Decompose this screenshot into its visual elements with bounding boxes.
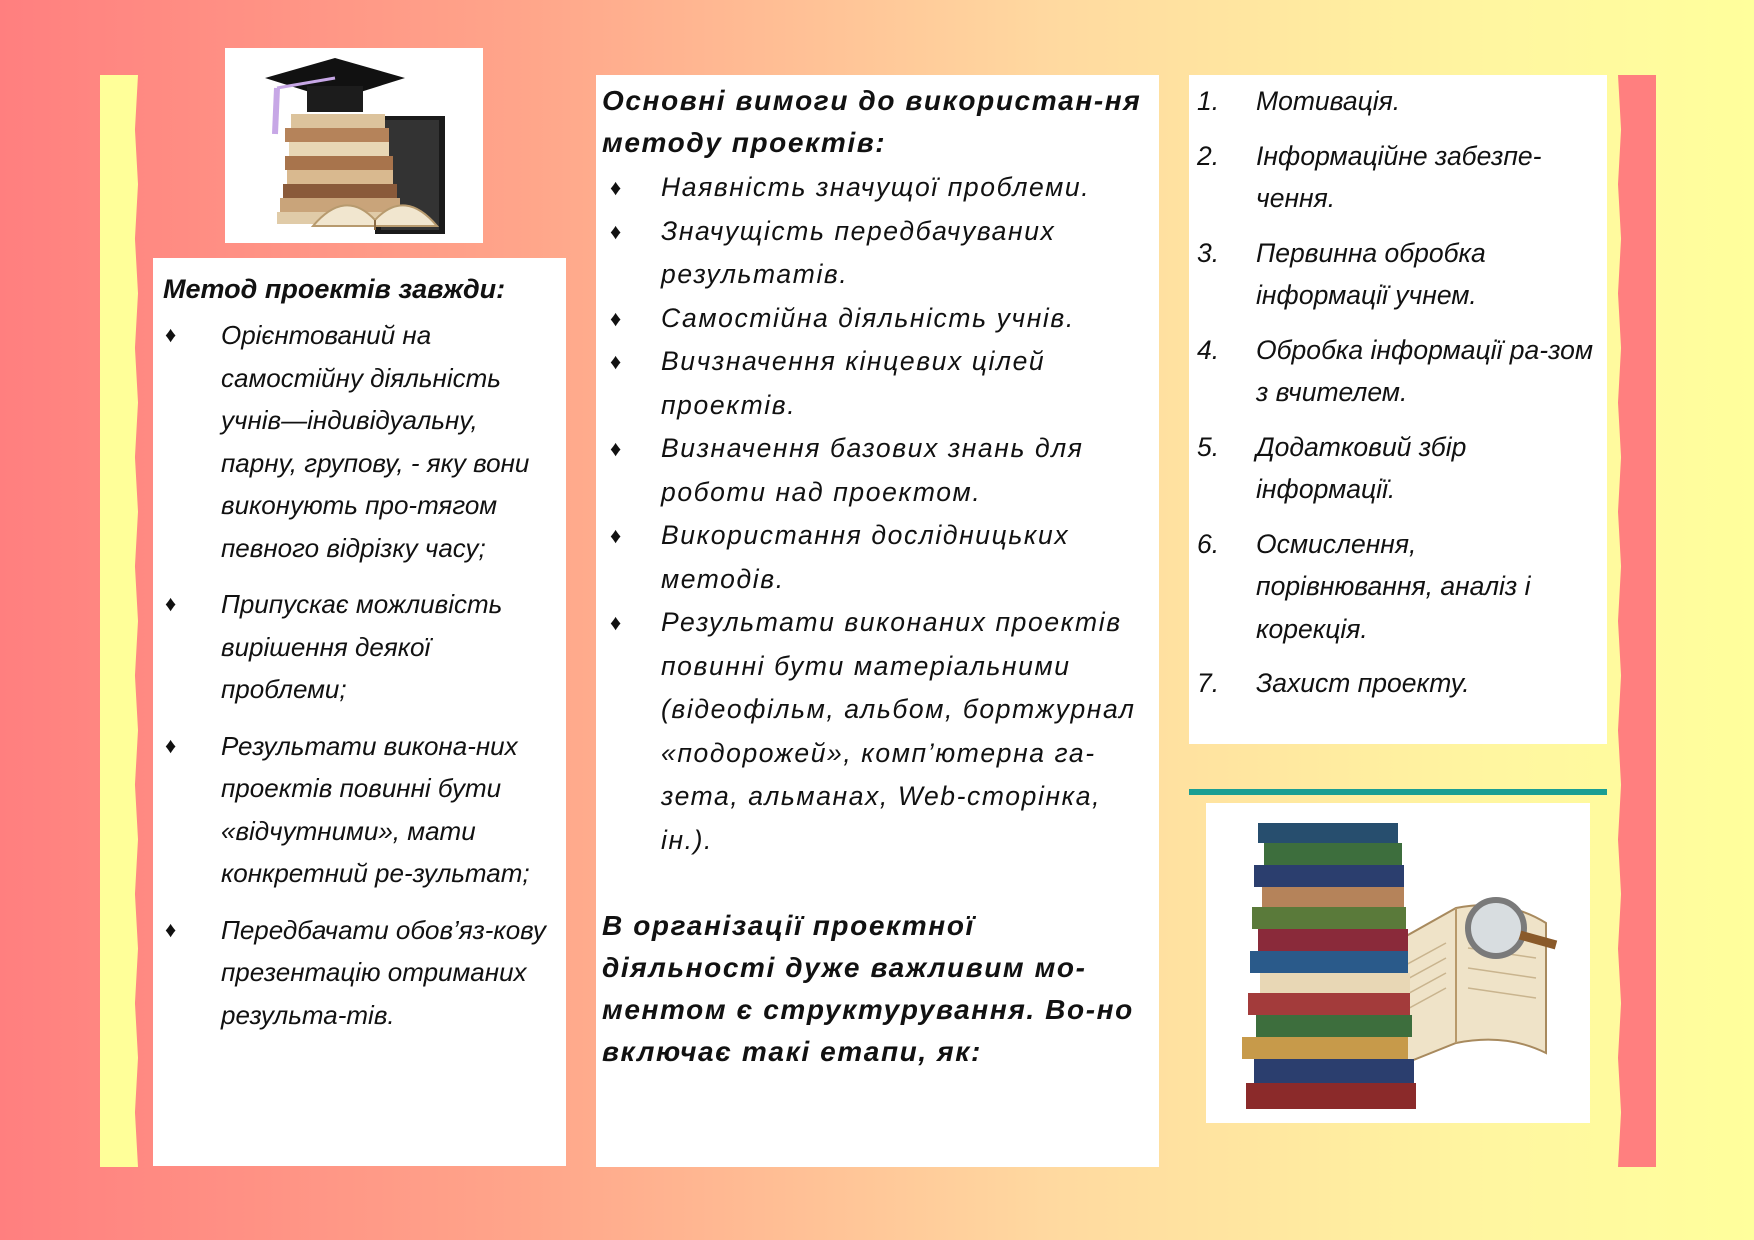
diamond-bullet-icon: ♦: [610, 305, 622, 331]
list-number: 1.: [1197, 86, 1220, 116]
list-item: ♦ Вичзначення кінцевих цілей проектів.: [602, 340, 1151, 427]
teal-divider: [1189, 789, 1607, 795]
left-bullet-list: [163, 314, 558, 1036]
diamond-bullet-icon: ♦: [610, 349, 622, 374]
list-number: 7.: [1197, 668, 1220, 698]
list-item: 1. Мотивація.: [1197, 80, 1599, 123]
left-panel: [153, 258, 566, 1166]
list-item: ♦ Наявність значущої проблеми.: [602, 166, 1151, 210]
list-item: ♦ Передбачати обов’яз-кову презентацію отриманих результа-тів.: [163, 909, 558, 1037]
book-stack-magnifier-icon: [1206, 803, 1590, 1123]
list-item: 5. Додатковий збір інформації.: [1197, 426, 1599, 511]
list-item: ♦ Використання дослідницьких методів.: [602, 514, 1151, 601]
list-item: 2. Інформаційне забезпе-чення.: [1197, 135, 1599, 220]
list-number: 6.: [1197, 528, 1220, 559]
list-item: ♦ Значущість передбачуваних результатів.: [602, 210, 1151, 297]
list-number: 4.: [1197, 334, 1220, 365]
middle-conclusion: В організації проектної діяльності дуже важливим мо-ментом є структурування. Во-но включає такі етапи, як:: [602, 910, 1134, 1067]
list-item: 3. Первинна обробка інформації учнем.: [1197, 232, 1599, 317]
list-number: 2.: [1197, 140, 1220, 171]
diamond-bullet-icon: ♦: [165, 591, 177, 616]
list-item: ♦ Припускає можливість вирішення деякої проблеми;: [163, 583, 558, 711]
diamond-bullet-icon: ♦: [610, 523, 622, 548]
list-number: 3.: [1197, 237, 1220, 268]
diamond-bullet-icon: ♦: [165, 732, 177, 758]
diamond-bullet-icon: ♦: [610, 436, 622, 461]
list-item: ♦ Результати виконаних проектів повинні бути матеріальними (відеофільм, альбом, бортжурнал «подорожей», комп’ютерна га-зета, альманах, Web-сторінка, ін.).: [602, 601, 1151, 862]
list-item: ♦ Орієнтований на самостійну діяльність учнів—індивідуальну, парну, групову, - яку вони виконують про-тягом певного відрізку часу;: [163, 314, 558, 569]
diamond-bullet-icon: ♦: [610, 218, 622, 244]
list-item: 6. Осмислення, порівнювання, аналіз і корекція.: [1197, 523, 1599, 651]
left-heading: Метод проектів завжди:: [163, 274, 506, 304]
stages-numbered-list: [1197, 80, 1599, 705]
list-item: 7. Захист проекту.: [1197, 662, 1599, 705]
middle-heading: Основні вимоги до використан-ня методу проектів:: [602, 85, 1142, 158]
list-item: ♦ Самостійна діяльність учнів.: [602, 297, 1151, 341]
right-panel: [1189, 75, 1607, 744]
graduation-cap-books-icon: [225, 48, 483, 243]
diamond-bullet-icon: ♦: [610, 610, 622, 635]
middle-bullet-list: [602, 166, 1151, 862]
diamond-bullet-icon: ♦: [165, 916, 177, 942]
left-wavy-strip: [100, 75, 138, 1167]
list-number: 5.: [1197, 431, 1220, 462]
list-item: ♦ Результати викона-них проектів повинні бути «відчутними», мати конкретний ре-зультат;: [163, 725, 558, 895]
list-item: 4. Обробка інформації ра-зом з вчителем.: [1197, 329, 1599, 414]
right-wavy-strip: [1618, 75, 1656, 1167]
diamond-bullet-icon: ♦: [165, 322, 177, 347]
middle-panel: [596, 75, 1159, 1167]
diamond-bullet-icon: ♦: [610, 175, 622, 200]
list-item: ♦ Визначення базових знань для роботи над проектом.: [602, 427, 1151, 514]
